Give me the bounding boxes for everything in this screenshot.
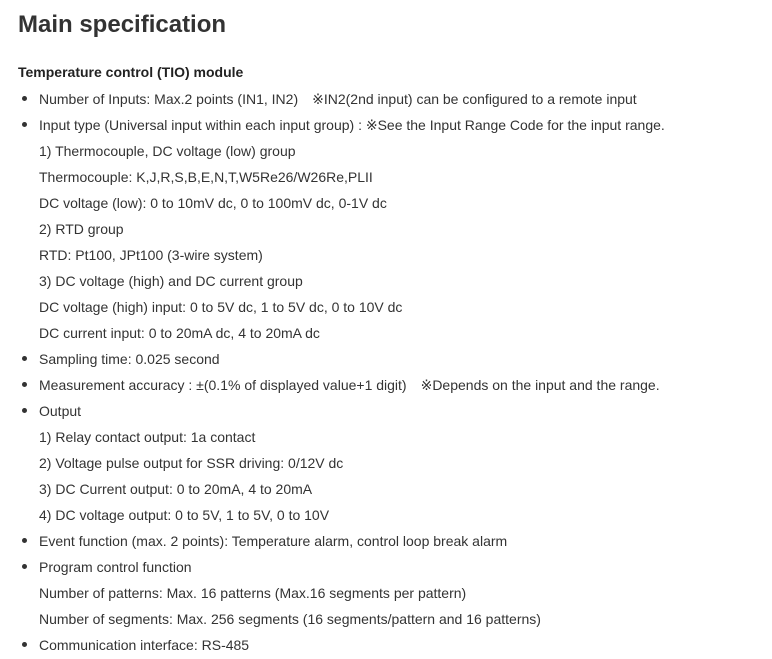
spec-item (0, 347, 772, 373)
bullet-icon (22, 96, 27, 101)
spec-text: 1) Relay contact output: 1a contact (39, 429, 256, 445)
spec-text: Communication interface: RS-485 (39, 637, 250, 653)
spec-text: Number of segments: Max. 256 segments (16 segments/pattern and 16 patterns) (39, 611, 541, 627)
spec-text: DC voltage (low): 0 to 10mV dc, 0 to 100mV dc, 0-1V dc (39, 195, 387, 211)
spec-text: 2) RTD group (39, 221, 124, 237)
spec-sub-item (0, 139, 772, 165)
spec-text: Thermocouple: K,J,R,S,B,E,N,T,W5Re26/W26Re,PLII (39, 169, 373, 185)
spec-sub-item (0, 607, 772, 633)
spec-text: Input type (Universal input within each input group) : ※See the Input Range Code for the input range. (39, 117, 665, 133)
spec-list (0, 87, 772, 659)
bullet-icon (22, 564, 27, 569)
spec-item (0, 399, 772, 425)
page-title: Main specification (18, 11, 227, 38)
spec-text: DC voltage (high) input: 0 to 5V dc, 1 to 5V dc, 0 to 10V dc (39, 299, 403, 315)
section-title: Temperature control (TIO) module (18, 64, 244, 80)
spec-text: 2) Voltage pulse output for SSR driving: 0/12V dc (39, 455, 344, 471)
bullet-icon (22, 538, 27, 543)
spec-text: Number of Inputs: Max.2 points (IN1, IN2) ※IN2(2nd input) can be configured to a remote input (39, 91, 637, 107)
spec-text: 3) DC voltage (high) and DC current group (39, 273, 303, 289)
spec-text: 3) DC Current output: 0 to 20mA, 4 to 20mA (39, 481, 313, 497)
bullet-icon (22, 382, 27, 387)
spec-item (0, 555, 772, 581)
spec-sub-item (0, 321, 772, 347)
spec-sub-item (0, 165, 772, 191)
spec-sub-item (0, 269, 772, 295)
spec-sub-item (0, 451, 772, 477)
spec-item (0, 373, 772, 399)
bullet-icon (22, 122, 27, 127)
spec-text: Event function (max. 2 points): Temperature alarm, control loop break alarm (39, 533, 508, 549)
spec-sub-item (0, 217, 772, 243)
spec-text: 1) Thermocouple, DC voltage (low) group (39, 143, 296, 159)
spec-text: 4) DC voltage output: 0 to 5V, 1 to 5V, 0 to 10V (39, 507, 330, 523)
spec-text: Sampling time: 0.025 second (39, 351, 220, 367)
spec-sub-item (0, 477, 772, 503)
spec-item (0, 529, 772, 555)
bullet-icon (22, 408, 27, 413)
spec-text: Measurement accuracy : ±(0.1% of displayed value+1 digit) ※Depends on the input and the range. (39, 377, 660, 393)
spec-item (0, 87, 772, 113)
bullet-icon (22, 642, 27, 647)
spec-item (0, 113, 772, 139)
spec-sub-item (0, 243, 772, 269)
spec-item (0, 633, 772, 659)
spec-text: Number of patterns: Max. 16 patterns (Max.16 segments per pattern) (39, 585, 467, 601)
spec-sub-item (0, 425, 772, 451)
spec-text: RTD: Pt100, JPt100 (3-wire system) (39, 247, 263, 263)
spec-sub-item (0, 191, 772, 217)
spec-sub-item (0, 295, 772, 321)
spec-sub-item (0, 503, 772, 529)
spec-text: Output (39, 403, 82, 419)
spec-text: DC current input: 0 to 20mA dc, 4 to 20mA dc (39, 325, 320, 341)
bullet-icon (22, 356, 27, 361)
spec-text: Program control function (39, 559, 192, 575)
spec-sub-item (0, 581, 772, 607)
